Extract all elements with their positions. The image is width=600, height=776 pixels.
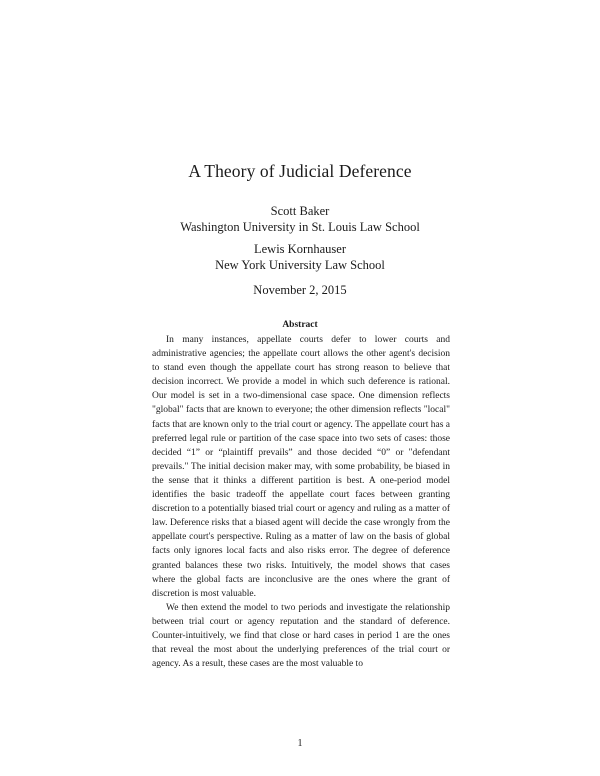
author-name: Scott Baker xyxy=(270,204,330,218)
author-affiliation: Washington University in St. Louis Law School xyxy=(180,220,420,234)
page-number: 1 xyxy=(297,738,303,749)
author-affiliation: New York University Law School xyxy=(215,258,385,272)
abstract-body xyxy=(152,333,450,671)
paper-title: A Theory of Judicial Deference xyxy=(188,161,412,181)
abstract-paragraph: In many instances, appellate courts defer to lower courts and administrative agencies; the appellate court allows the other agent's decision to stand even though the appellate court has strong reason to believe that decision incorrect. We provide a model in which such deference is rational. Our model is set in a two-dimensional case space. One dimension reflects "global" facts that are known to everyone; the other dimension reflects "local" facts that are known only to the trial court or agency. The appellate court has a preferred legal rule or partition of the case space into two sets of cases: those decided “1” or “plaintiff prevails” and those decided “0” or "defendant prevails." The initial decision maker may, with some probability, be biased in the sense that it thinks a different partition is best. A one-period model identifies the basic tradeoff the appellate court faces between granting discretion to a potentially biased trial court or agency and ruling as a matter of law. Deference risks that a biased agent will decide the case wrongly from the appellate court's perspective. Ruling as a matter of law on the basis of global facts only ignores local facts and also risks error. The degree of deference granted balances these two risks. Intuitively, the model shows that cases where the global facts are inconclusive are the ones where the grant of discretion is most valuable. xyxy=(152,335,450,599)
abstract-heading: Abstract xyxy=(282,320,318,330)
author-name: Lewis Kornhauser xyxy=(254,242,346,256)
abstract-paragraph: We then extend the model to two periods and investigate the relationship between trial court or agency reputation and the standard of deference. Counter-intuitively, we find that close or hard cases in period 1 are the ones that reveal the most about the underlying preferences of the trial court or agency. As a result, these cases are the most valuable to xyxy=(152,602,450,670)
paper-date: November 2, 2015 xyxy=(253,283,347,297)
